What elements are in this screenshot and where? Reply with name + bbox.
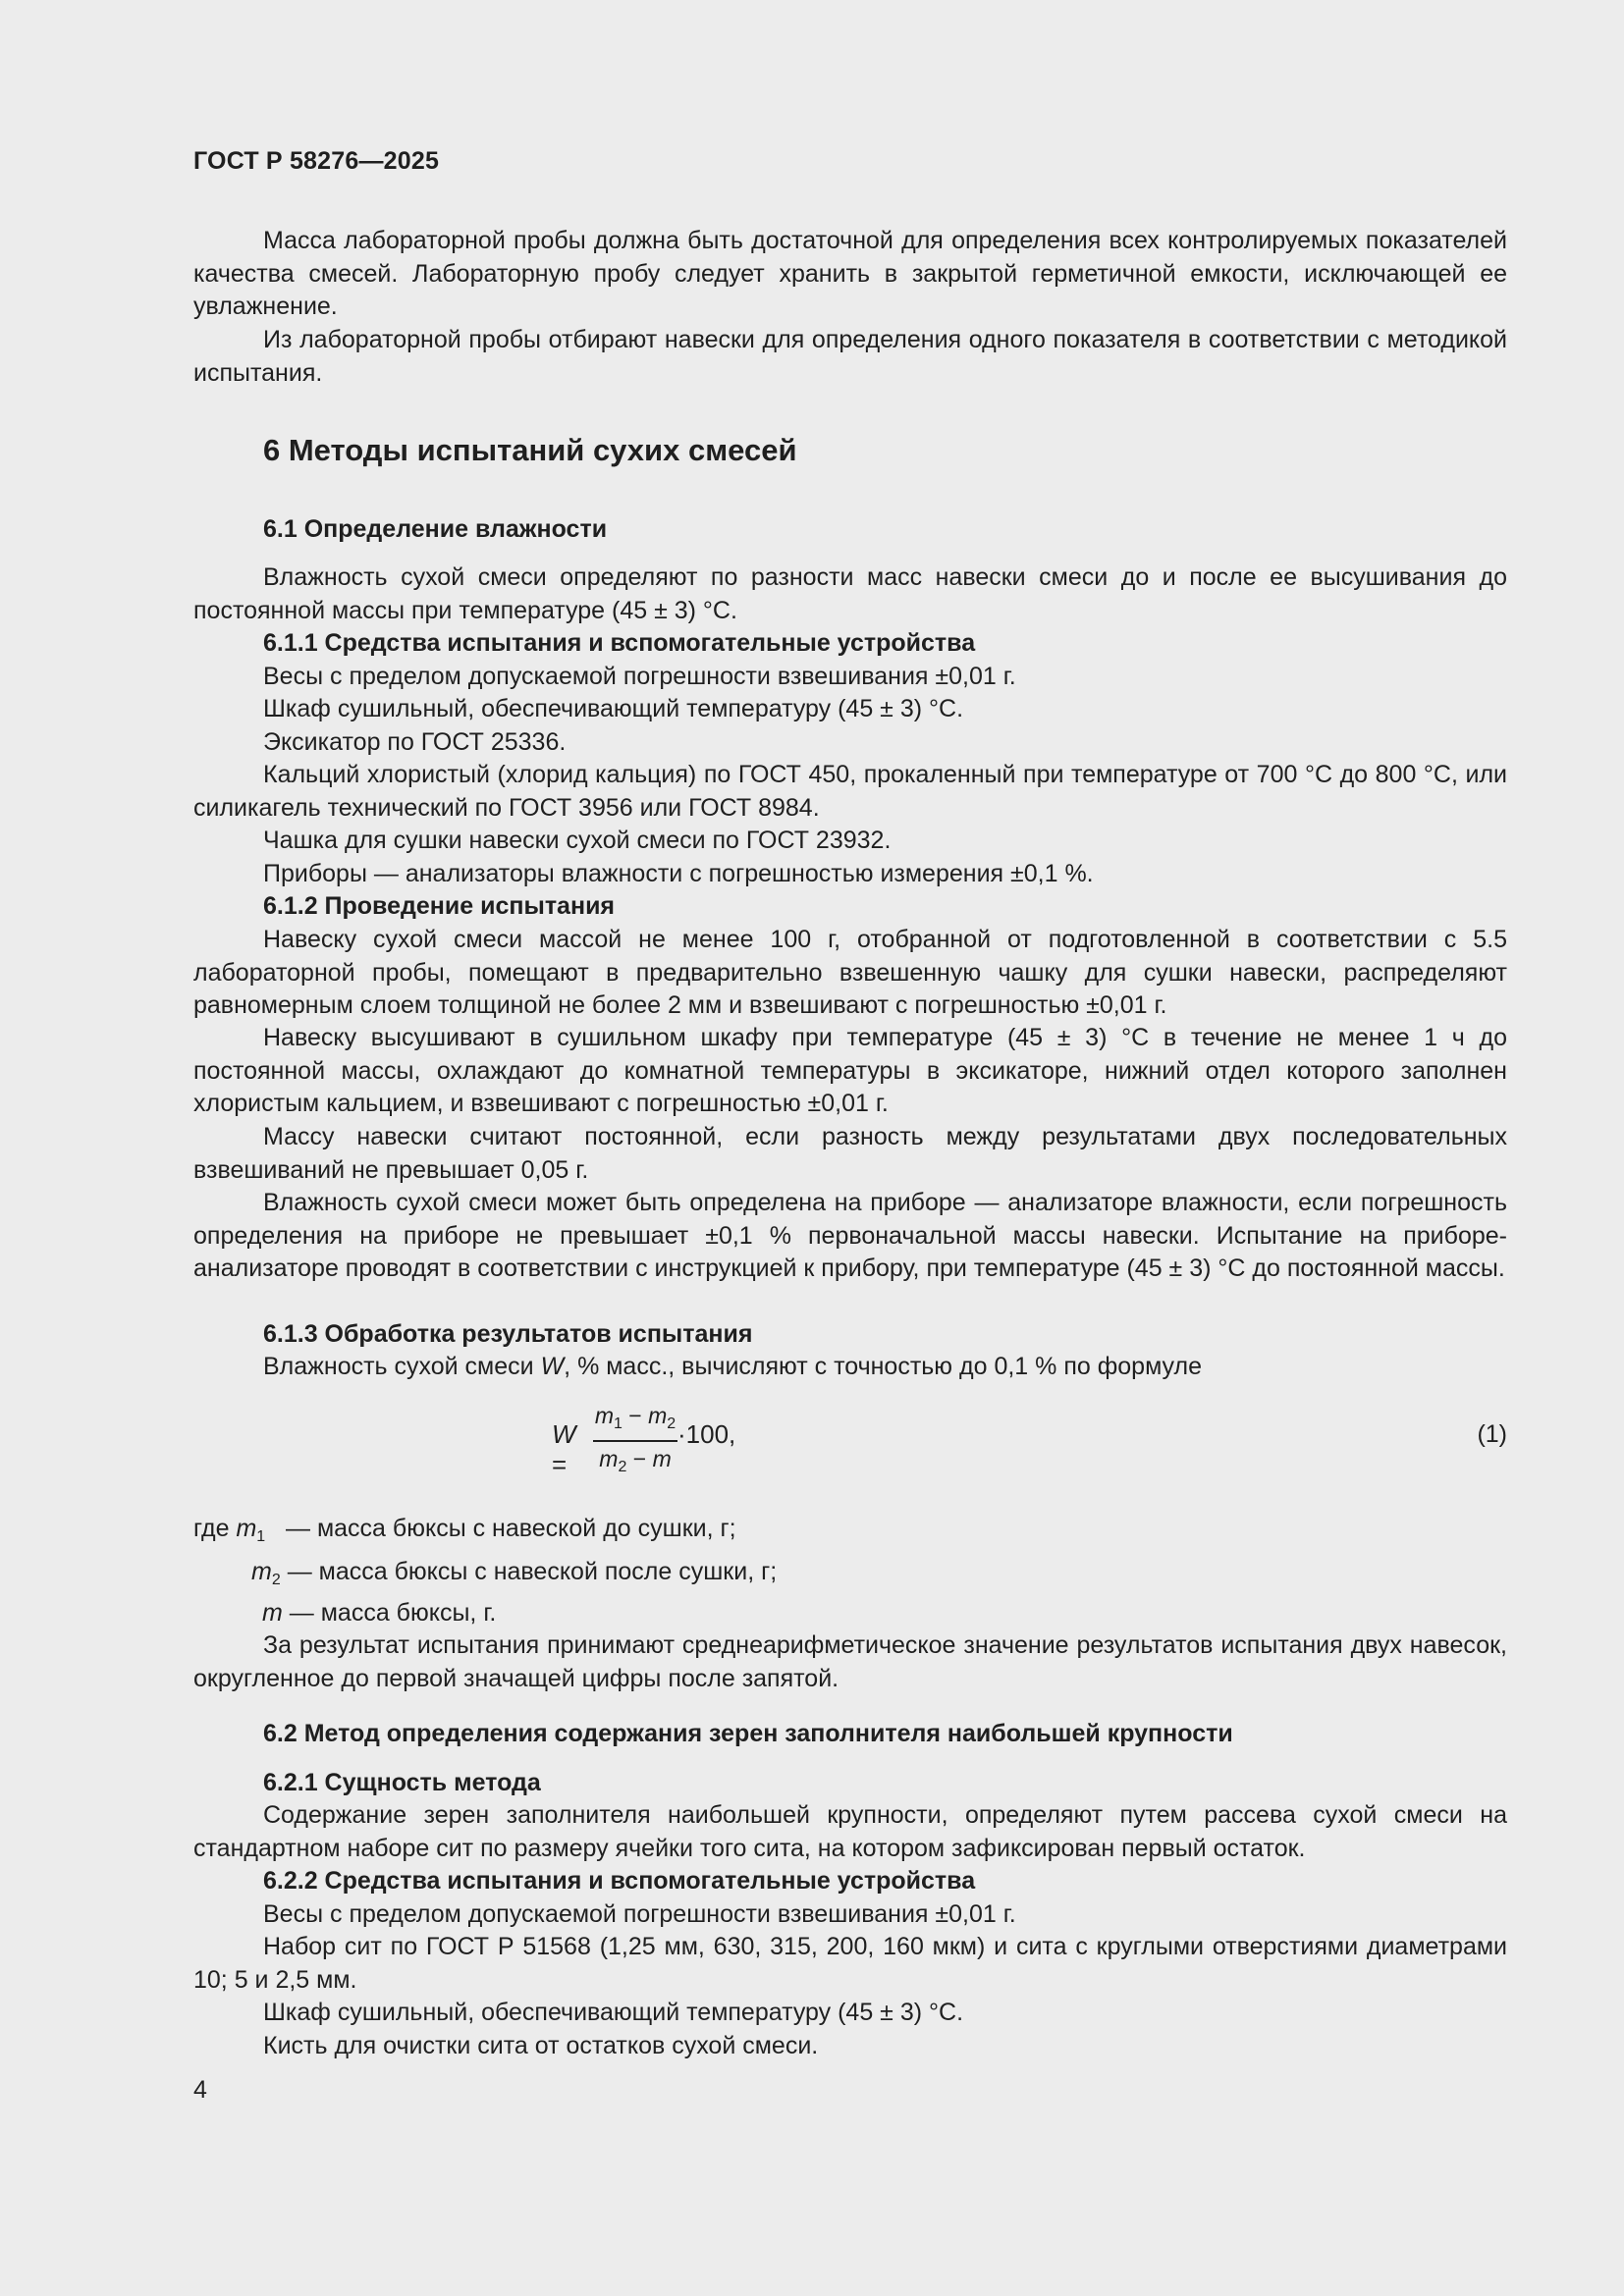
formula-intro: [193, 1351, 1507, 1384]
clause-heading: 6.1.2 Проведение испытания: [263, 892, 616, 920]
paragraph: Содержание зерен заполнителя наибольшей крупности, определяют путем рассева сухой смеси на стандартном наборе сит по размеру ячейки того сита, на котором зафиксирован первый остаток.: [193, 1801, 1507, 1862]
list-item: Шкаф сушильный, обеспечивающий температуру (45 ± 3) °С.: [263, 695, 964, 722]
page-number: 4: [193, 2076, 207, 2104]
variable-w: W: [540, 1353, 565, 1380]
list-item: Чашка для сушки навески сухой смеси по ГОСТ 23932.: [263, 827, 892, 854]
equation-number: (1): [1477, 1420, 1507, 1448]
subsection-heading: 6.1 Определение влажности: [263, 515, 608, 543]
clause-heading: 6.2.2 Средства испытания и вспомогательные устройства: [263, 1867, 976, 1895]
formula-denominator: $m_2 - m$: [599, 1445, 672, 1475]
paragraph: Масса лабораторной пробы должна быть достаточной для определения всех контролируемых показателей качества смесей. Лабораторную пробу следует хранить в закрытой герметичной емкости, исключающей ее увлажнение.: [193, 227, 1507, 320]
list-item: Эксикатор по ГОСТ 25336.: [263, 728, 567, 756]
paragraph: Влажность сухой смеси может быть определена на приборе — анализаторе влажности, если погрешность определения на приборе не превышает ±0,1 % первоначальной массы навески. Испытание на приборе-анализаторе проводят в соответствии с инструкцией к прибору, при температуре (45 ± 3) °С до постоянной массы.: [193, 1189, 1507, 1282]
clause-heading: 6.2.1 Сущность метода: [263, 1769, 541, 1796]
formula-fraction: [593, 1402, 677, 1481]
list-item: Весы с пределом допускаемой погрешности взвешивания ±0,01 г.: [263, 1900, 1016, 1928]
list-item: Кисть для очистки сита от остатков сухой смеси.: [263, 2032, 819, 2059]
list-item: Шкаф сушильный, обеспечивающий температуру (45 ± 3) °С.: [263, 1999, 964, 2026]
formula-numerator: $m_1 - m_2$: [594, 1403, 677, 1432]
paragraph: Навеску высушивают в сушильном шкафу при температуре (45 ± 3) °С в течение не менее 1 ч до постоянной массы, охлаждают до комнатной температуры в эксикаторе, нижний отдел которого заполнен хлористым кальцием, и взвешивают с погрешностью ±0,01 г.: [193, 1024, 1507, 1117]
subsection-heading: 6.2 Метод определения содержания зерен заполнителя наибольшей крупности: [263, 1720, 1233, 1747]
where-line-m1: где $m_1$ — масса бюксы с навеской до сушки, г;: [193, 1515, 736, 1545]
list-item: Приборы — анализаторы влажности с погрешностью измерения ±0,1 %.: [263, 860, 1094, 887]
formula-intro-text: Влажность сухой смеси: [263, 1353, 541, 1380]
list-item: Кальций хлористый (хлорид кальция) по ГОСТ 450, прокаленный при температуре от 700 °С до 800 °С, или силикагель технический по ГОСТ 3956 или ГОСТ 8984.: [193, 761, 1507, 822]
section-heading: 6 Методы испытаний сухих смесей: [263, 433, 797, 467]
paragraph: Навеску сухой смеси массой не менее 100 г, отобранной от подготовленной в соответствии с 5.5 лабораторной пробы, помещают в предварительно взвешенную чашку для сушки навески, распределяют равномерным слоем толщиной не более 2 мм и взвешивают с погрешностью ±0,01 г.: [193, 926, 1507, 1019]
list-item: Набор сит по ГОСТ Р 51568 (1,25 мм, 630, 315, 200, 160 мкм) и сита с круглыми отверстиями диаметрами 10; 5 и 2,5 мм.: [193, 1933, 1507, 1994]
clause-heading: 6.1.3 Обработка результатов испытания: [263, 1320, 753, 1348]
formula-tail: ·100,: [677, 1419, 736, 1449]
paragraph: За результат испытания принимают среднеарифметическое значение результатов испытания двух навесок, округленное до первой значащей цифры после запятой.: [193, 1631, 1507, 1692]
paragraph: Влажность сухой смеси определяют по разности масс навески смеси до и после ее высушивания до постоянной массы при температуре (45 ± 3) °С.: [193, 563, 1507, 624]
list-item: Весы с пределом допускаемой погрешности взвешивания ±0,01 г.: [263, 663, 1016, 690]
standard-header: ГОСТ Р 58276—2025: [193, 147, 440, 175]
where-line-m: m — масса бюксы, г.: [262, 1599, 497, 1627]
paragraph: Из лабораторной пробы отбирают навески для определения одного показателя в соответствии с методикой испытания.: [193, 326, 1507, 387]
document-page: [193, 0, 1507, 2296]
where-line-m2: $m_2$ — масса бюксы с навеской после сушки, г;: [251, 1558, 778, 1588]
clause-heading: 6.1.1 Средства испытания и вспомогательные устройства: [263, 629, 976, 657]
paragraph: Массу навески считают постоянной, если разность между результатами двух последовательных взвешиваний не превышает 0,05 г.: [193, 1123, 1507, 1184]
fraction-bar: [593, 1440, 677, 1442]
formula-lhs: W =: [552, 1419, 576, 1479]
formula-intro-text: , % масс., вычисляют с точностью до 0,1 % по формуле: [564, 1353, 1202, 1380]
